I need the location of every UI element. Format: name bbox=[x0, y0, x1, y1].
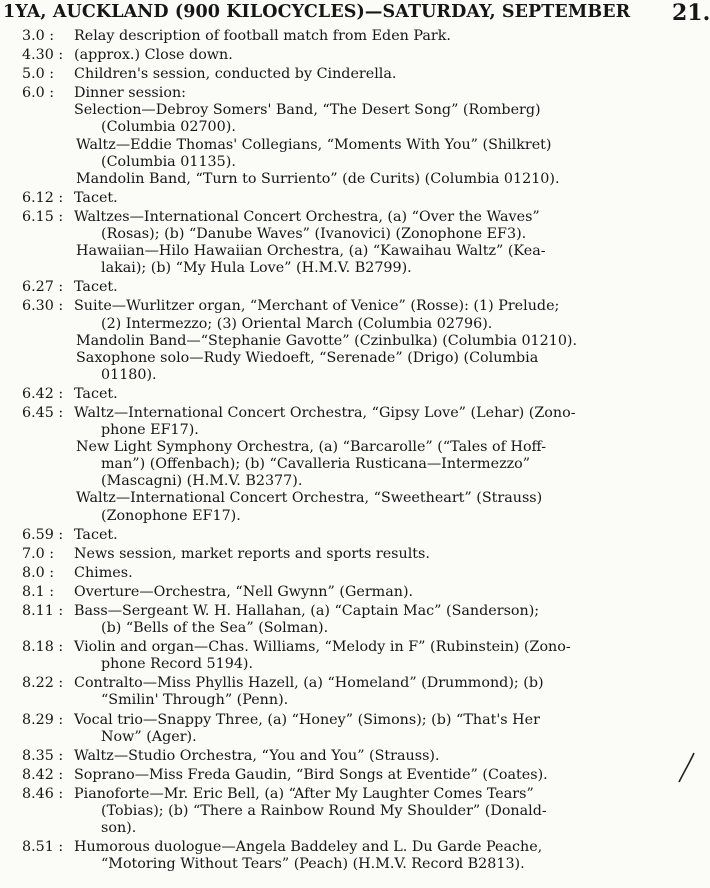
entry-continuation: (Columbia 02700). bbox=[101, 119, 236, 136]
entry-time: 6.30 : bbox=[22, 298, 64, 315]
entry-time: 6.42 : bbox=[22, 385, 64, 402]
programme-entry bbox=[0, 712, 700, 746]
entry-time: 8.35 : bbox=[22, 747, 64, 764]
entry-continuation: (Tobias); (b) “There a Rainbow Round My Shoulder” (Donald- bbox=[101, 803, 547, 820]
entry-text: Tacet. bbox=[74, 385, 118, 402]
entry-text: Soprano—Miss Freda Gaudin, “Bird Songs at Eventide” (Coates). bbox=[74, 766, 548, 783]
entry-time: 8.42 : bbox=[22, 766, 64, 783]
entry-continuation: son). bbox=[101, 820, 137, 837]
entry-text: Relay description of football match from Eden Park. bbox=[74, 28, 451, 44]
entry-time: 6.12 : bbox=[22, 189, 64, 206]
entry-text: Bass—Sergeant W. H. Hallahan, (a) “Captain Mac” (Sanderson); bbox=[74, 603, 540, 619]
entry-continuation: (2) Intermezzo; (3) Oriental March (Columbia 02796). bbox=[101, 315, 493, 332]
entry-time: 6.27 : bbox=[22, 279, 64, 296]
entry-continuation: lakai); (b) “My Hula Love” (H.M.V. B2799). bbox=[101, 260, 412, 277]
entry-continuation: phone Record 5194). bbox=[101, 656, 254, 673]
programme-entry bbox=[0, 584, 700, 601]
programme-entry bbox=[0, 839, 700, 873]
entry-time: 8.11 : bbox=[22, 603, 64, 619]
programme-list bbox=[0, 28, 700, 873]
entry-text: Humorous duologue—Angela Baddeley and L. Du Garde Peache, bbox=[74, 839, 543, 856]
entry-time: 8.0 : bbox=[22, 564, 55, 581]
station-heading bbox=[3, 2, 693, 22]
programme-entry bbox=[0, 603, 700, 637]
station-title: 1YA, AUCKLAND (900 KILOCYCLES)—SATURDAY, SEPTEMBER bbox=[3, 2, 631, 22]
entry-text: Tacet. bbox=[74, 279, 118, 296]
entry-time: 8.22 : bbox=[22, 675, 64, 692]
entry-time: 8.29 : bbox=[22, 711, 64, 728]
pencil-mark bbox=[676, 752, 696, 784]
entry-text: Tacet. bbox=[74, 189, 118, 206]
programme-entry bbox=[0, 47, 700, 64]
entry-text: Contralto—Miss Phyllis Hazell, (a) “Homeland” (Drummond); (b) bbox=[74, 675, 544, 692]
entry-time: 6.0 : bbox=[22, 85, 55, 102]
entry-continuation: Saxophone solo—Rudy Wiedoeft, “Serenade” (Drigo) (Columbia bbox=[76, 349, 539, 366]
entry-time: 5.0 : bbox=[22, 66, 55, 83]
programme-entry bbox=[0, 546, 700, 563]
entry-time: 6.15 : bbox=[22, 208, 64, 225]
entry-text: Waltzes—International Concert Orchestra, (a) “Over the Waves” bbox=[74, 208, 540, 225]
entry-continuation: (Rosas); (b) “Danube Waves” (Ivanovici) (Zonophone EF3). bbox=[101, 226, 527, 243]
entry-continuation: Now” (Ager). bbox=[101, 728, 197, 745]
entry-text: Vocal trio—Snappy Three, (a) “Honey” (Simons); (b) “That's Her bbox=[74, 711, 540, 728]
programme-entry bbox=[0, 527, 700, 544]
programme-entry bbox=[0, 748, 700, 765]
entry-time: 3.0 : bbox=[22, 28, 55, 44]
programme-entry bbox=[0, 66, 700, 83]
entry-continuation: Hawaiian—Hilo Hawaiian Orchestra, (a) “Kawaihau Waltz” (Kea- bbox=[76, 243, 546, 260]
entry-text: Violin and organ—Chas. Williams, “Melody in F” (Rubinstein) (Zono- bbox=[74, 639, 571, 656]
entry-text: Chimes. bbox=[74, 564, 133, 581]
entry-text: Pianoforte—Mr. Eric Bell, (a) “After My Laughter Comes Tears” bbox=[74, 785, 534, 802]
entry-text: Overture—Orchestra, “Nell Gwynn” (German). bbox=[74, 583, 414, 600]
entry-text: Suite—Wurlitzer organ, “Merchant of Venice” (Rosse): (1) Prelude; bbox=[74, 298, 560, 315]
entry-time: 7.0 : bbox=[22, 545, 55, 562]
entry-time: 8.51 : bbox=[22, 839, 64, 856]
entry-continuation: (b) “Bells of the Sea” (Solman). bbox=[101, 620, 329, 637]
programme-entry bbox=[0, 639, 700, 673]
entry-continuation: 01180). bbox=[101, 366, 157, 383]
entry-continuation: Mandolin Band—“Stephanie Gavotte” (Czinbulka) (Columbia 01210). bbox=[76, 332, 578, 349]
entry-time: 8.1 : bbox=[22, 583, 55, 600]
programme-entry bbox=[0, 190, 700, 207]
entry-continuation: phone EF17). bbox=[101, 422, 199, 439]
entry-continuation: “Motoring Without Tears” (Peach) (H.M.V. Record B2813). bbox=[101, 856, 525, 873]
programme-entry bbox=[0, 28, 700, 45]
programme-entry bbox=[0, 386, 700, 403]
programme-entry bbox=[0, 675, 700, 709]
entry-text: Waltz—Studio Orchestra, “You and You” (Strauss). bbox=[74, 747, 440, 764]
entry-continuation: (Columbia 01135). bbox=[101, 153, 236, 170]
entry-time: 6.45 : bbox=[22, 404, 64, 421]
programme-entry bbox=[0, 209, 700, 277]
programme-entry bbox=[0, 85, 700, 188]
entry-continuation: Waltz—International Concert Orchestra, “Sweetheart” (Strauss) bbox=[76, 490, 543, 507]
programme-entry bbox=[0, 786, 700, 837]
programme-entry bbox=[0, 279, 700, 296]
entry-time: 8.18 : bbox=[22, 639, 64, 656]
programme-entry bbox=[0, 298, 700, 383]
entry-text: (approx.) Close down. bbox=[74, 47, 233, 64]
entry-continuation: Selection—Debroy Somers' Band, “The Desert Song” (Romberg) bbox=[74, 102, 541, 119]
entry-continuation: Mandolin Band, “Turn to Surriento” (de Curits) (Columbia 01210). bbox=[76, 170, 560, 187]
entry-text: News session, market reports and sports results. bbox=[74, 545, 430, 562]
entry-continuation: Waltz—Eddie Thomas' Collegians, “Moments With You” (Shilkret) bbox=[76, 136, 552, 153]
entry-continuation: New Light Symphony Orchestra, (a) “Barcarolle” (“Tales of Hoff- bbox=[76, 439, 547, 456]
entry-continuation: (Zonophone EF17). bbox=[101, 507, 241, 524]
programme-entry bbox=[0, 767, 700, 784]
handwritten-date-mark: 21. bbox=[672, 0, 710, 26]
entry-text: Children's session, conducted by Cinderella. bbox=[74, 66, 397, 83]
entry-text: Waltz—International Concert Orchestra, “Gipsy Love” (Lehar) (Zono- bbox=[74, 404, 576, 421]
entry-time: 8.46 : bbox=[22, 785, 64, 802]
entry-continuation: (Mascagni) (H.M.V. B2377). bbox=[101, 473, 303, 490]
programme-entry bbox=[0, 405, 700, 525]
entry-continuation: man”) (Offenbach); (b) “Cavalleria Rusticana—Intermezzo” bbox=[101, 456, 531, 473]
entry-continuation: “Smilin' Through” (Penn). bbox=[101, 692, 289, 709]
entry-time: 4.30 : bbox=[22, 47, 64, 64]
programme-entry bbox=[0, 565, 700, 582]
entry-time: 6.59 : bbox=[22, 526, 64, 543]
entry-text: Dinner session: bbox=[74, 85, 186, 102]
entry-text: Tacet. bbox=[74, 526, 118, 543]
